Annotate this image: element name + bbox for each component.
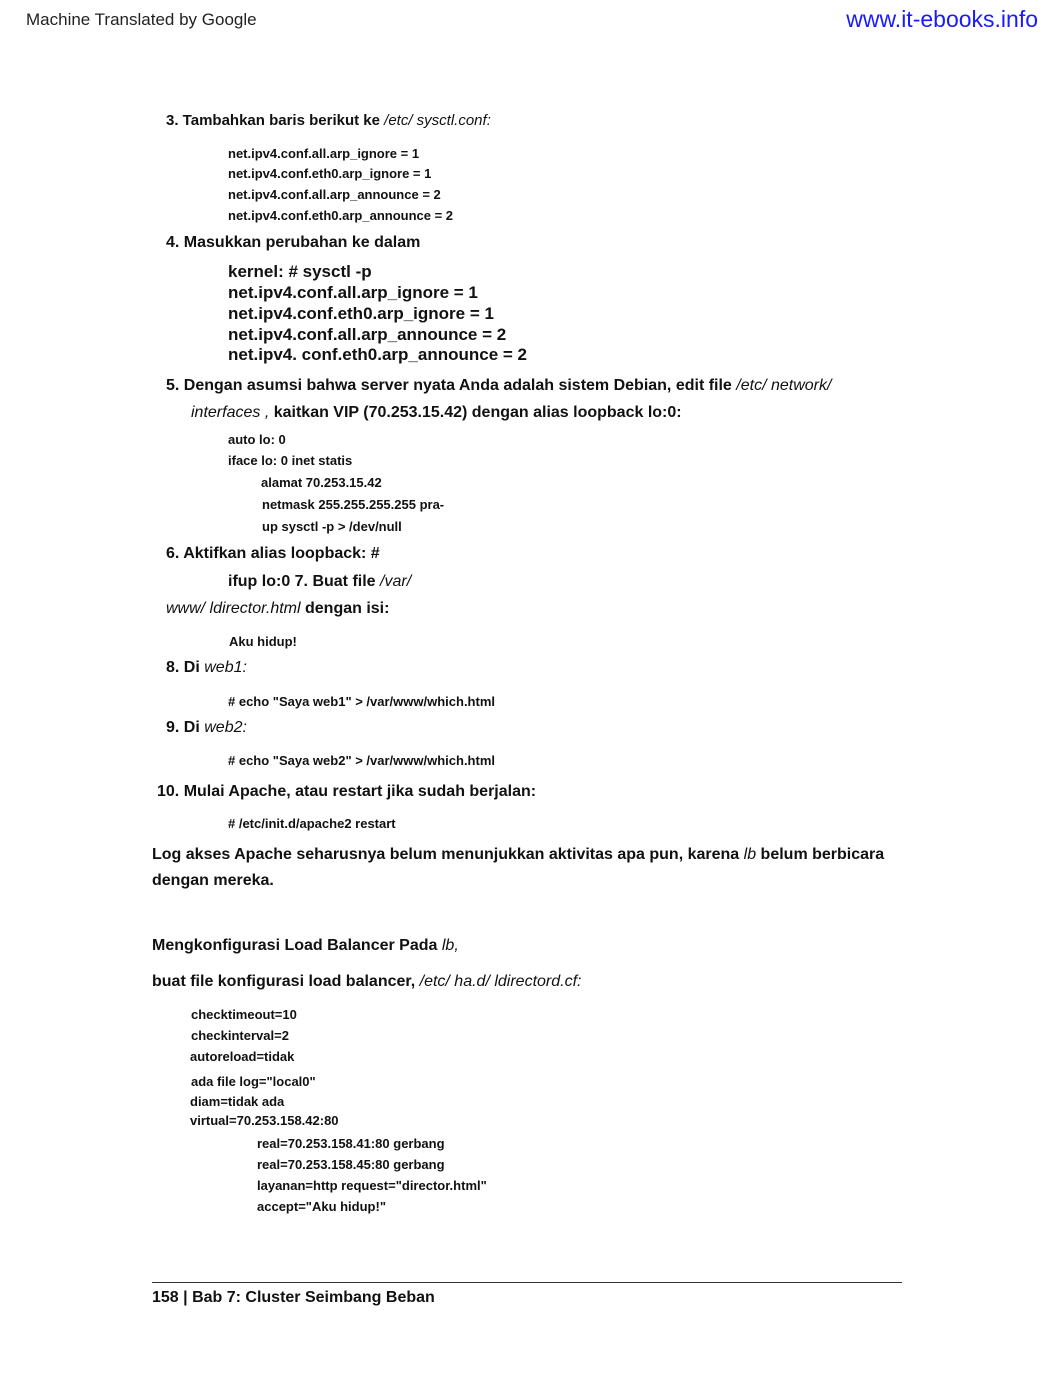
step-7-code: Aku hidup! xyxy=(229,634,297,649)
step-10-text: 10. Mulai Apache, atau restart jika sudah berjalan: xyxy=(157,783,537,800)
step-8-text: 8. Di xyxy=(166,659,200,676)
section-sub-path: /etc/ ha.d/ ldirectord.cf: xyxy=(419,973,582,990)
step-6-line-2-text: ifup lo:0 7. Buat file xyxy=(228,573,376,590)
step-5-code-line: up sysctl -p > /dev/null xyxy=(262,519,402,534)
config-line: autoreload=tidak xyxy=(190,1049,295,1064)
section-heading xyxy=(152,937,459,955)
step-9 xyxy=(166,719,247,737)
step-5-path-2: interfaces , xyxy=(191,404,270,421)
step-5-text-2: kaitkan VIP (70.253.15.42) dengan alias loopback lo:0: xyxy=(273,404,682,421)
step-3-code-line: net.ipv4.conf.all.arp_announce = 2 xyxy=(228,187,441,202)
step-5-code-line: auto lo: 0 xyxy=(228,432,286,447)
step-5-code-line: iface lo: 0 inet statis xyxy=(228,453,353,468)
config-line: diam=tidak ada xyxy=(190,1094,285,1109)
step-8-code: # echo "Saya web1" > /var/www/which.html xyxy=(228,694,496,709)
step-3-code-line: net.ipv4.conf.eth0.arp_ignore = 1 xyxy=(228,166,432,181)
step-7-path-2: www/ ldirector.html xyxy=(166,600,301,617)
step-9-text: 9. Di xyxy=(166,719,200,736)
step-10-code: # /etc/init.d/apache2 restart xyxy=(228,816,396,831)
site-link[interactable]: www.it-ebooks.info xyxy=(846,6,1038,32)
step-4-code-line: net.ipv4. conf.eth0.arp_announce = 2 xyxy=(228,345,527,364)
config-line: virtual=70.253.158.42:80 xyxy=(190,1113,339,1128)
config-indented-line: real=70.253.158.41:80 gerbang xyxy=(257,1136,445,1151)
page-footer: 158 | Bab 7: Cluster Seimbang Beban xyxy=(152,1289,435,1306)
step-7-path-1: /var/ xyxy=(380,573,412,590)
step-3-code-line: net.ipv4.conf.eth0.arp_announce = 2 xyxy=(228,208,454,223)
machine-translated-notice: Machine Translated by Google xyxy=(26,10,257,29)
footer-rule xyxy=(152,1282,902,1283)
config-indented-line: layanan=http request="director.html" xyxy=(257,1178,487,1193)
step-5-text: 5. Dengan asumsi bahwa server nyata Anda adalah sistem Debian, edit file xyxy=(166,377,732,394)
config-line: checkinterval=2 xyxy=(191,1028,289,1043)
step-5-code-line: netmask 255.255.255.255 pra- xyxy=(262,497,445,512)
section-sub-text: buat file konfigurasi load balancer, xyxy=(152,973,416,990)
section-heading-lb: lb, xyxy=(441,937,459,954)
step-4-code-line: net.ipv4.conf.all.arp_announce = 2 xyxy=(228,325,507,344)
section-heading-text: Mengkonfigurasi Load Balancer Pada xyxy=(152,937,438,954)
step-4-text: 4. Masukkan perubahan ke dalam xyxy=(166,234,421,251)
step-7-line xyxy=(166,600,389,618)
step-7-text: dengan isi: xyxy=(305,600,390,617)
step-5-path-1: /etc/ network/ xyxy=(736,377,832,394)
step-3-text: 3. Tambahkan baris berikut ke xyxy=(166,112,380,129)
paragraph-line-1 xyxy=(152,846,884,864)
config-indented-line: accept="Aku hidup!" xyxy=(257,1199,386,1214)
paragraph-lb: lb xyxy=(743,846,757,863)
step-6-text: 6. Aktifkan alias loopback: # xyxy=(166,545,380,562)
step-5-line-2 xyxy=(191,404,682,422)
step-4-code-line: net.ipv4.conf.eth0.arp_ignore = 1 xyxy=(228,304,494,323)
paragraph-text-b: belum berbicara xyxy=(760,846,885,863)
paragraph-line-2: dengan mereka. xyxy=(152,872,274,889)
step-3-code-line: net.ipv4.conf.all.arp_ignore = 1 xyxy=(228,146,420,161)
section-subheading xyxy=(152,973,581,991)
paragraph-text-a: Log akses Apache seharusnya belum menunjukkan aktivitas apa pun, karena xyxy=(152,846,740,863)
config-line: checktimeout=10 xyxy=(191,1007,297,1022)
step-8 xyxy=(166,659,247,677)
step-9-host: web2: xyxy=(204,719,247,736)
step-4-code-line: net.ipv4.conf.all.arp_ignore = 1 xyxy=(228,283,478,302)
step-3-path: /etc/ sysctl.conf: xyxy=(384,112,491,129)
step-5-line-1 xyxy=(166,377,831,395)
step-3 xyxy=(166,112,491,129)
step-5-code-line: alamat 70.253.15.42 xyxy=(261,475,382,490)
config-indented-line: real=70.253.158.45:80 gerbang xyxy=(257,1157,445,1172)
step-4-code-line: kernel: # sysctl -p xyxy=(228,262,372,281)
step-8-host: web1: xyxy=(204,659,247,676)
step-9-code: # echo "Saya web2" > /var/www/which.html xyxy=(228,753,496,768)
config-line: ada file log="local0" xyxy=(191,1074,316,1089)
step-6-line-2 xyxy=(228,573,411,591)
